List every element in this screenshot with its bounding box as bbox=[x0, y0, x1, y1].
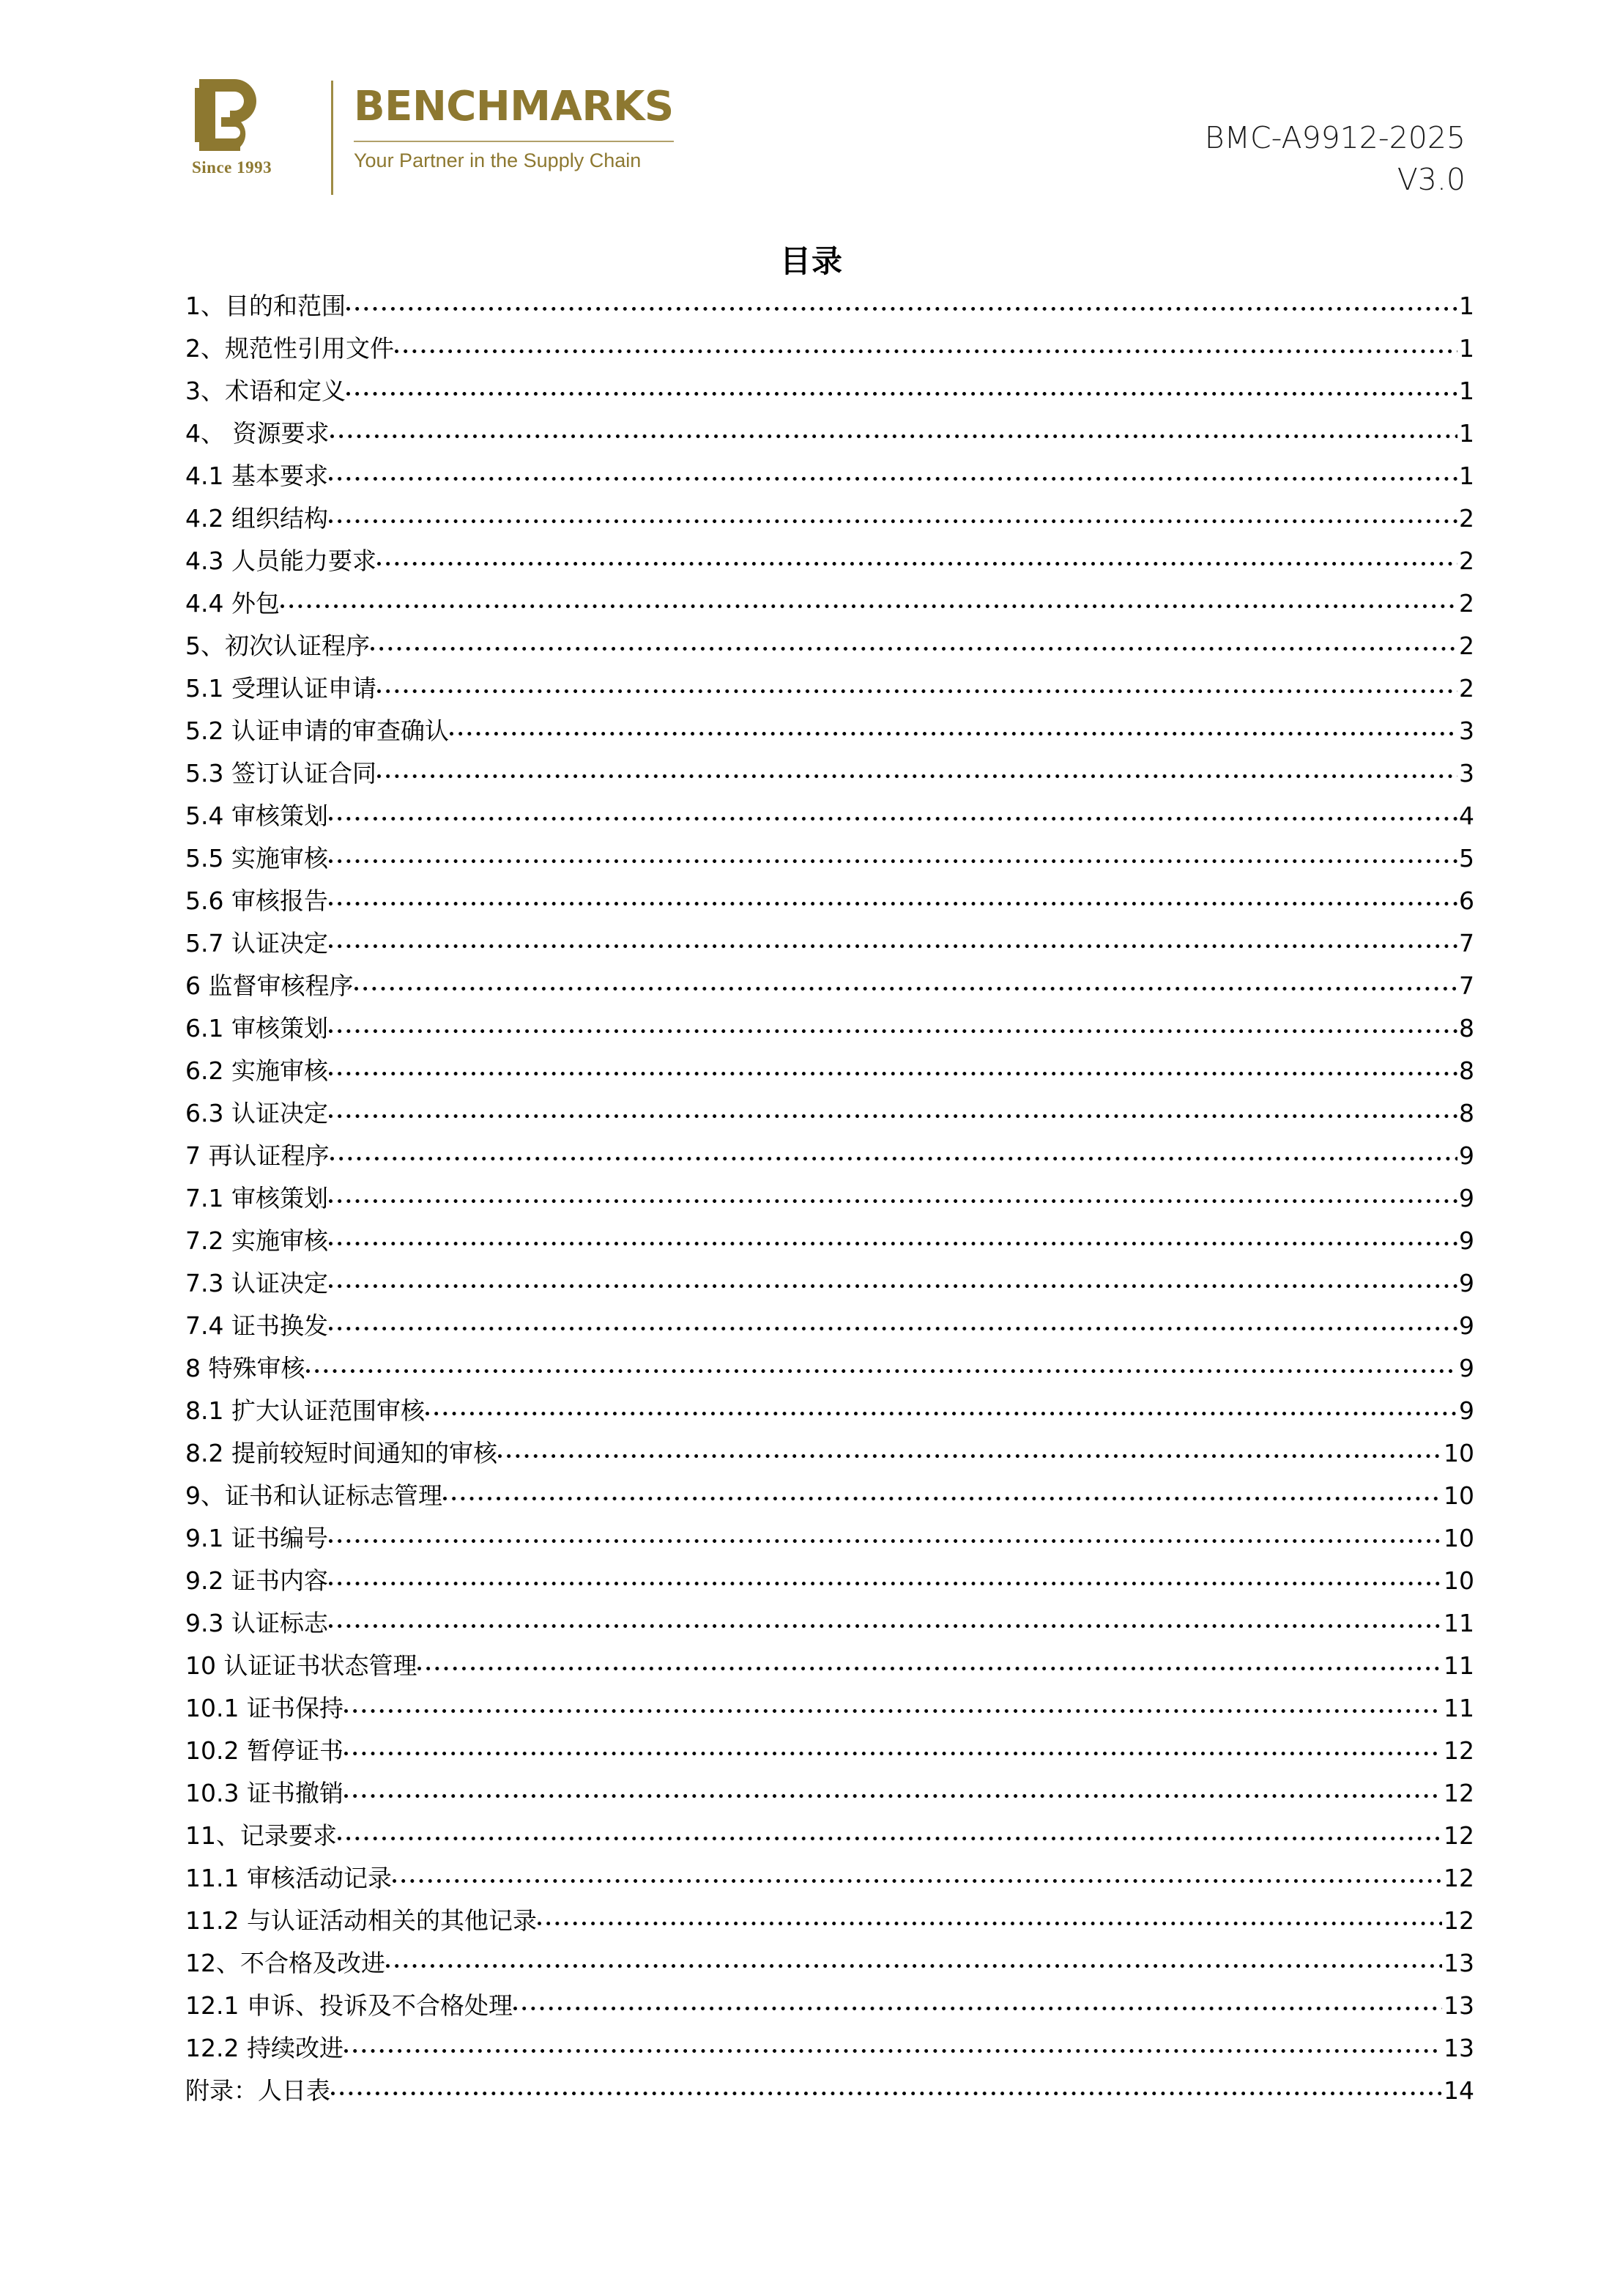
toc-entry[interactable] bbox=[185, 1222, 1474, 1264]
toc-entry-page-number: 9 bbox=[1459, 1396, 1474, 1425]
page-header bbox=[0, 0, 1623, 220]
toc-entry-page-number: 1 bbox=[1459, 334, 1474, 363]
toc-entry-page-number: 3 bbox=[1459, 759, 1474, 788]
toc-dot-leader bbox=[329, 1012, 1457, 1037]
toc-entry-label: 4.3 人员能力要求 bbox=[185, 547, 376, 575]
toc-entry[interactable] bbox=[185, 1137, 1474, 1180]
toc-entry-page-number: 5 bbox=[1459, 844, 1474, 873]
toc-entry-label: 4.2 组织结构 bbox=[185, 504, 328, 533]
toc-entry[interactable] bbox=[185, 712, 1474, 755]
toc-entry-label: 7.1 审核策划 bbox=[185, 1184, 328, 1212]
toc-entry[interactable] bbox=[185, 1987, 1474, 2029]
toc-dot-leader bbox=[338, 1820, 1442, 1844]
toc-entry[interactable] bbox=[185, 1604, 1474, 1647]
toc-dot-leader bbox=[377, 758, 1457, 782]
toc-dot-leader bbox=[329, 843, 1457, 867]
toc-entry[interactable] bbox=[185, 1562, 1474, 1604]
toc-entry-page-number: 12 bbox=[1444, 1864, 1474, 1892]
toc-entry-label: 10.1 证书保持 bbox=[185, 1694, 343, 1722]
toc-entry[interactable] bbox=[185, 1307, 1474, 1349]
toc-entry-page-number: 7 bbox=[1459, 929, 1474, 958]
toc-dot-leader bbox=[443, 1480, 1442, 1504]
toc-dot-leader bbox=[344, 2032, 1442, 2056]
toc-dot-leader bbox=[329, 927, 1457, 952]
toc-dot-leader bbox=[330, 1140, 1458, 1164]
toc-dot-leader bbox=[513, 1990, 1442, 2014]
logo-right-column bbox=[333, 76, 674, 171]
toc-dot-leader bbox=[344, 1735, 1442, 1759]
toc-entry[interactable] bbox=[185, 542, 1474, 585]
toc-dot-leader bbox=[386, 1947, 1442, 1971]
toc-entry-label: 5.2 认证申请的审查确认 bbox=[185, 716, 449, 745]
toc-entry-label: 12.2 持续改进 bbox=[185, 2034, 343, 2062]
toc-entry[interactable] bbox=[185, 330, 1474, 372]
toc-entry-label: 10.3 证书撤销 bbox=[185, 1779, 343, 1807]
toc-entry-label: 4、 资源要求 bbox=[185, 419, 330, 448]
toc-entry-page-number: 13 bbox=[1444, 1991, 1474, 2020]
toc-entry[interactable] bbox=[185, 287, 1474, 330]
toc-entry-page-number: 1 bbox=[1459, 377, 1474, 405]
toc-entry-page-number: 9 bbox=[1459, 1354, 1474, 1382]
toc-entry-label: 5、初次认证程序 bbox=[185, 632, 370, 660]
toc-entry-page-number: 3 bbox=[1459, 716, 1474, 745]
toc-entry[interactable] bbox=[185, 457, 1474, 500]
toc-dot-leader bbox=[344, 1777, 1442, 1801]
toc-entry-label: 1、目的和范围 bbox=[185, 292, 346, 320]
toc-dot-leader bbox=[329, 1225, 1457, 1249]
toc-entry-page-number: 10 bbox=[1444, 1566, 1474, 1595]
toc-entry-label: 7.2 实施审核 bbox=[185, 1226, 328, 1255]
toc-entry-label: 9.3 认证标志 bbox=[185, 1609, 328, 1637]
company-logo bbox=[187, 76, 674, 195]
toc-dot-leader bbox=[538, 1905, 1442, 1929]
toc-entry[interactable] bbox=[185, 627, 1474, 670]
toc-dot-leader bbox=[330, 418, 1458, 442]
toc-entry[interactable] bbox=[185, 1944, 1474, 1987]
toc-entry-page-number: 4 bbox=[1459, 801, 1474, 830]
toc-entry-page-number: 9 bbox=[1459, 1184, 1474, 1212]
toc-entry[interactable] bbox=[185, 1817, 1474, 1859]
toc-entry-page-number: 11 bbox=[1444, 1609, 1474, 1637]
toc-entry-label: 6.3 认证决定 bbox=[185, 1099, 328, 1127]
toc-entry-label: 5.3 签订认证合同 bbox=[185, 759, 376, 788]
toc-entry-label: 12、不合格及改进 bbox=[185, 1949, 385, 1977]
toc-entry-page-number: 2 bbox=[1459, 547, 1474, 575]
toc-entry[interactable] bbox=[185, 1859, 1474, 1902]
toc-entry-label: 9.1 证书编号 bbox=[185, 1524, 328, 1552]
document-code: BMC-A9912-2025 bbox=[1204, 120, 1466, 155]
toc-entry-page-number: 2 bbox=[1459, 504, 1474, 533]
toc-entry-label: 5.6 审核报告 bbox=[185, 886, 328, 915]
document-version: V3.0 bbox=[1397, 161, 1466, 197]
toc-entry-label: 6 监督审核程序 bbox=[185, 971, 354, 1000]
toc-dot-leader bbox=[329, 1182, 1457, 1207]
toc-entry-label: 10 认证证书状态管理 bbox=[185, 1651, 417, 1680]
toc-entry[interactable] bbox=[185, 1732, 1474, 1774]
toc-entry-label: 附录：人日表 bbox=[185, 2076, 330, 2105]
toc-entry-page-number: 1 bbox=[1459, 419, 1474, 448]
logo-wordmark: BENCHMARKS bbox=[354, 83, 674, 130]
toc-entry[interactable] bbox=[185, 1052, 1474, 1095]
toc-dot-leader bbox=[306, 1352, 1458, 1377]
toc-entry-page-number: 6 bbox=[1459, 886, 1474, 915]
toc-entry-page-number: 2 bbox=[1459, 674, 1474, 703]
toc-dot-leader bbox=[395, 333, 1457, 357]
toc-entry[interactable] bbox=[185, 1689, 1474, 1732]
toc-entry-label: 4.4 外包 bbox=[185, 589, 280, 618]
toc-entry-label: 7.4 证书换发 bbox=[185, 1311, 328, 1340]
toc-dot-leader bbox=[417, 1650, 1442, 1674]
toc-entry-label: 9.2 证书内容 bbox=[185, 1566, 328, 1595]
toc-dot-leader bbox=[377, 673, 1457, 697]
logo-since-text: Since 1993 bbox=[192, 158, 272, 177]
toc-dot-leader bbox=[426, 1395, 1457, 1419]
toc-entry-page-number: 2 bbox=[1459, 632, 1474, 660]
toc-entry[interactable] bbox=[185, 1519, 1474, 1562]
toc-entry-page-number: 9 bbox=[1459, 1141, 1474, 1170]
toc-entry-page-number: 13 bbox=[1444, 1949, 1474, 1977]
toc-entry-page-number: 9 bbox=[1459, 1311, 1474, 1340]
toc-entry-page-number: 12 bbox=[1444, 1821, 1474, 1850]
toc-dot-leader bbox=[329, 1055, 1457, 1079]
toc-dot-leader bbox=[329, 1310, 1457, 1334]
toc-entry[interactable] bbox=[185, 925, 1474, 967]
toc-entry-page-number: 2 bbox=[1459, 589, 1474, 618]
toc-dot-leader bbox=[377, 545, 1457, 569]
toc-entry[interactable] bbox=[185, 1264, 1474, 1307]
toc-entry[interactable] bbox=[185, 1434, 1474, 1477]
table-of-contents bbox=[185, 287, 1474, 2114]
toc-dot-leader bbox=[329, 503, 1457, 527]
toc-dot-leader bbox=[498, 1437, 1442, 1462]
logo-tagline: Your Partner in the Supply Chain bbox=[354, 149, 642, 171]
toc-entry-label: 7 再认证程序 bbox=[185, 1141, 330, 1170]
toc-entry-label: 5.1 受理认证申请 bbox=[185, 674, 376, 703]
toc-entry[interactable] bbox=[185, 1180, 1474, 1222]
toc-dot-leader bbox=[329, 885, 1457, 909]
toc-entry[interactable] bbox=[185, 967, 1474, 1010]
toc-entry-page-number: 9 bbox=[1459, 1226, 1474, 1255]
toc-entry[interactable] bbox=[185, 500, 1474, 542]
toc-entry[interactable] bbox=[185, 797, 1474, 840]
toc-entry[interactable] bbox=[185, 755, 1474, 797]
toc-entry-label: 11、记录要求 bbox=[185, 1821, 337, 1850]
toc-entry[interactable] bbox=[185, 1010, 1474, 1052]
toc-entry-label: 9、证书和认证标志管理 bbox=[185, 1481, 442, 1510]
toc-entry-page-number: 9 bbox=[1459, 1269, 1474, 1297]
toc-entry[interactable] bbox=[185, 1647, 1474, 1689]
toc-entry-page-number: 8 bbox=[1459, 1099, 1474, 1127]
toc-entry-page-number: 14 bbox=[1444, 2076, 1474, 2105]
document-identifier-block bbox=[1205, 117, 1466, 200]
toc-entry-label: 11.1 审核活动记录 bbox=[185, 1864, 392, 1892]
benchmarks-b-logo-icon bbox=[195, 76, 274, 154]
toc-entry-page-number: 7 bbox=[1459, 971, 1474, 1000]
toc-entry-label: 6.2 实施审核 bbox=[185, 1056, 328, 1085]
toc-entry-page-number: 8 bbox=[1459, 1056, 1474, 1085]
toc-entry-label: 3、术语和定义 bbox=[185, 377, 346, 405]
toc-entry-label: 4.1 基本要求 bbox=[185, 462, 328, 490]
toc-entry-page-number: 8 bbox=[1459, 1014, 1474, 1043]
toc-entry-page-number: 13 bbox=[1444, 2034, 1474, 2062]
toc-entry-label: 2、规范性引用文件 bbox=[185, 334, 394, 363]
toc-dot-leader bbox=[371, 630, 1457, 654]
toc-dot-leader bbox=[331, 2075, 1442, 2099]
toc-entry[interactable] bbox=[185, 2072, 1474, 2114]
toc-entry-label: 7.3 认证决定 bbox=[185, 1269, 328, 1297]
toc-dot-leader bbox=[329, 1097, 1457, 1122]
toc-entry-label: 12.1 申诉、投诉及不合格处理 bbox=[185, 1991, 513, 2020]
toc-entry[interactable] bbox=[185, 585, 1474, 627]
toc-entry-page-number: 11 bbox=[1444, 1694, 1474, 1722]
toc-entry[interactable] bbox=[185, 1392, 1474, 1434]
toc-entry[interactable] bbox=[185, 1477, 1474, 1519]
toc-entry[interactable] bbox=[185, 1902, 1474, 1944]
page-title: 目录 bbox=[779, 243, 843, 279]
toc-dot-leader bbox=[329, 460, 1457, 484]
toc-entry-page-number: 11 bbox=[1444, 1651, 1474, 1680]
toc-dot-leader bbox=[281, 588, 1457, 612]
toc-dot-leader bbox=[393, 1862, 1442, 1886]
toc-dot-leader bbox=[354, 970, 1458, 994]
toc-entry[interactable] bbox=[185, 372, 1474, 415]
toc-dot-leader bbox=[344, 1692, 1442, 1717]
toc-entry[interactable] bbox=[185, 882, 1474, 925]
toc-entry[interactable] bbox=[185, 1774, 1474, 1817]
toc-dot-leader bbox=[450, 715, 1457, 739]
toc-entry-page-number: 10 bbox=[1444, 1524, 1474, 1552]
toc-entry-page-number: 1 bbox=[1459, 292, 1474, 320]
toc-entry-label: 5.7 认证决定 bbox=[185, 929, 328, 958]
toc-entry-page-number: 10 bbox=[1444, 1439, 1474, 1467]
toc-dot-leader bbox=[329, 1565, 1442, 1589]
toc-dot-leader bbox=[346, 290, 1457, 314]
toc-entry[interactable] bbox=[185, 1349, 1474, 1392]
toc-entry[interactable] bbox=[185, 840, 1474, 882]
toc-entry-page-number: 12 bbox=[1444, 1906, 1474, 1935]
logo-left-column bbox=[187, 76, 331, 177]
toc-entry[interactable] bbox=[185, 1095, 1474, 1137]
toc-entry-page-number: 12 bbox=[1444, 1779, 1474, 1807]
toc-dot-leader bbox=[329, 1267, 1457, 1292]
toc-dot-leader bbox=[329, 800, 1457, 824]
toc-dot-leader bbox=[346, 375, 1457, 399]
toc-entry-page-number: 1 bbox=[1459, 462, 1474, 490]
toc-entry-label: 11.2 与认证活动相关的其他记录 bbox=[185, 1906, 537, 1935]
toc-dot-leader bbox=[329, 1522, 1442, 1547]
toc-entry-label: 8 特殊审核 bbox=[185, 1354, 305, 1382]
toc-entry-label: 10.2 暂停证书 bbox=[185, 1736, 343, 1765]
logo-horizontal-rule bbox=[354, 141, 674, 142]
toc-entry[interactable] bbox=[185, 415, 1474, 457]
toc-entry-page-number: 10 bbox=[1444, 1481, 1474, 1510]
toc-entry-page-number: 12 bbox=[1444, 1736, 1474, 1765]
toc-entry-label: 5.4 审核策划 bbox=[185, 801, 328, 830]
toc-entry-label: 8.2 提前较短时间通知的审核 bbox=[185, 1439, 497, 1467]
toc-entry[interactable] bbox=[185, 670, 1474, 712]
toc-dot-leader bbox=[329, 1607, 1442, 1632]
toc-entry-label: 6.1 审核策划 bbox=[185, 1014, 328, 1043]
toc-entry[interactable] bbox=[185, 2029, 1474, 2072]
toc-entry-label: 5.5 实施审核 bbox=[185, 844, 328, 873]
toc-entry-label: 8.1 扩大认证范围审核 bbox=[185, 1396, 425, 1425]
